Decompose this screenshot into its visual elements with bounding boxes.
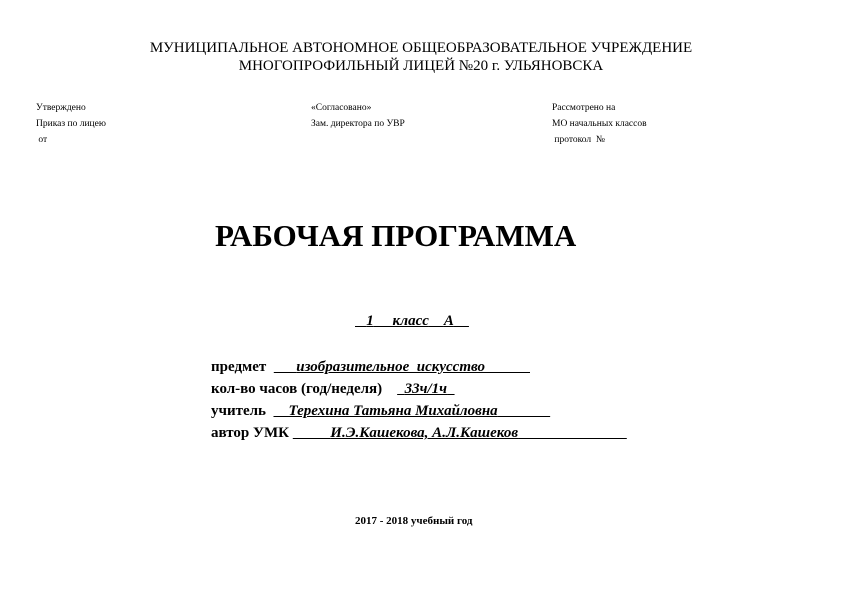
class-letter: А <box>443 313 454 329</box>
author-row <box>211 422 627 444</box>
document-title-text: РАБОЧАЯ ПРОГРАММА <box>215 218 577 253</box>
class-word: класс <box>392 313 429 329</box>
class-number: 1 <box>366 313 374 329</box>
teacher-row <box>211 400 627 422</box>
agreed-label: «Согласовано» <box>311 103 372 113</box>
approved-order: Приказ по лицею <box>36 119 106 129</box>
approval-agreed-block <box>311 100 405 132</box>
institution-name-line1: МУНИЦИПАЛЬНОЕ АВТОНОМНОЕ ОБЩЕОБРАЗОВАТЕЛЬНОЕ УЧРЕЖДЕНИЕ <box>149 40 693 56</box>
hours-label: кол-во часов (год/неделя) <box>211 381 383 397</box>
institution-name-line2: МНОГОПРОФИЛЬНЫЙ ЛИЦЕЙ №20 г. УЛЬЯНОВСКА <box>238 58 604 74</box>
reviewed-body: МО начальных классов <box>552 119 647 129</box>
approved-date: от <box>36 135 48 145</box>
reviewed-label: Рассмотрено на <box>552 103 616 113</box>
approval-approved-block <box>36 100 106 148</box>
agreed-position: Зам. директора по УВР <box>311 119 405 129</box>
hours-value: 33ч/1ч <box>404 381 448 397</box>
class-line <box>355 313 469 330</box>
subject-row <box>211 356 627 378</box>
program-details <box>211 356 627 444</box>
subject-value: изобразительное искусство <box>296 359 485 375</box>
teacher-label: учитель <box>211 403 266 419</box>
approval-reviewed-block <box>552 100 647 148</box>
subject-label: предмет <box>211 359 267 375</box>
hours-row <box>211 378 627 400</box>
academic-year-text: 2017 - 2018 учебный год <box>355 515 473 527</box>
reviewed-protocol: протокол № <box>552 135 605 145</box>
author-label: автор УМК <box>211 425 290 441</box>
teacher-value: Терехина Татьяна Михайловна <box>288 403 498 419</box>
approved-label: Утверждено <box>36 103 86 113</box>
author-value: И.Э.Кашекова, А.Л.Кашеков <box>330 425 519 441</box>
institution-header <box>0 39 842 75</box>
